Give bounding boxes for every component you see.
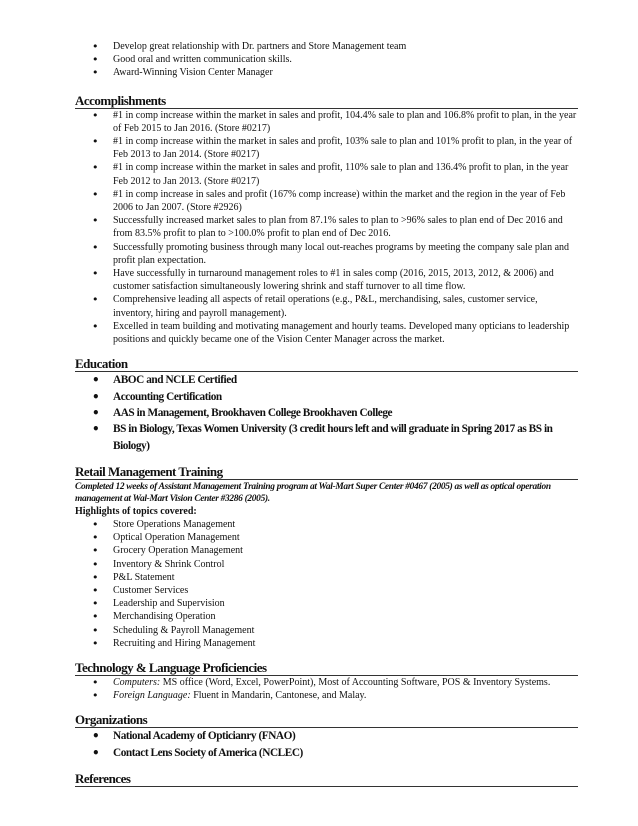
list-item: • Award-Winning Vision Center Manager	[75, 66, 578, 79]
technology-list	[75, 676, 578, 702]
top-bullet-list	[75, 40, 578, 80]
list-item: • BS in Biology, Texas Women University (3 credit hours left and will graduate in Spring 2017 as BS in Biology)	[75, 421, 578, 454]
list-item: • Optical Operation Management	[75, 531, 578, 544]
list-item: • #1 in comp increase within the market in sales and profit, 104.4% sale to plan and 106.8% profit to plan, in the year of Feb 2015 to Jan 2016. (Store #0217)	[75, 109, 578, 135]
list-item: • Scheduling & Payroll Management	[75, 624, 578, 637]
education-heading: Education	[75, 356, 578, 372]
list-item: • Good oral and written communication skills.	[75, 53, 578, 66]
list-item: • #1 in comp increase in sales and profit (167% comp increase) within the market and the region in the year of Feb 2006 to Jan 2007. (Store #2926)	[75, 188, 578, 214]
language-text: Fluent in Mandarin, Cantonese, and Malay.	[190, 690, 367, 702]
computers-label: Computers:	[113, 676, 161, 688]
list-item: • Successfully promoting business through many local out-reaches programs by meeting the company sale plan and profit plan expectation.	[75, 241, 578, 267]
list-item: • Customer Services	[75, 584, 578, 597]
list-item: • ABOC and NCLE Certified	[75, 372, 578, 388]
list-item: • P&L Statement	[75, 571, 578, 584]
list-item: • #1 in comp increase within the market in sales and profit, 110% sale to plan and 136.4% profit to plan, in the year Feb 2012 to Jan 2013. (Store #0217)	[75, 161, 578, 187]
list-item: • #1 in comp increase within the market in sales and profit, 103% sale to plan and 101% profit to plan, in the year of Feb 2013 to Jan 2014. (Store #0217)	[75, 135, 578, 161]
list-item	[75, 689, 578, 702]
organizations-list	[75, 728, 578, 761]
education-list	[75, 372, 578, 454]
list-item: • AAS in Management, Brookhaven College Brookhaven College	[75, 405, 578, 421]
technology-heading: Technology & Language Proficiencies	[75, 660, 578, 676]
list-item	[75, 676, 578, 689]
list-item: • Excelled in team building and motivating management and hourly teams. Developed many opticians to leadership positions and quickly became one of the Vision Center Manager across the market.	[75, 320, 578, 346]
training-completed-text: Completed 12 weeks of Assistant Management Training program at Wal-Mart Super Center #0467 (2005) as well as optical operation management at Wal-Mart Vision Center #3286 (2005).	[75, 482, 551, 505]
organizations-heading: Organizations	[75, 712, 578, 728]
list-item: • Contact Lens Society of America (NCLEC)	[75, 745, 578, 761]
list-item: • Recruiting and Hiring Management	[75, 637, 578, 650]
list-item: • Have successfully in turnaround management roles to #1 in sales comp (2016, 2015, 2013, 2012, & 2006) and customer satisfaction simultaneously lowering shrink and staff turnover to all time flow.	[75, 267, 578, 293]
list-item: • Merchandising Operation	[75, 610, 578, 623]
list-item: • Accounting Certification	[75, 389, 578, 405]
list-item: • Inventory & Shrink Control	[75, 558, 578, 571]
accomplishments-heading: Accomplishments	[75, 93, 578, 109]
references-heading: References	[75, 771, 578, 787]
training-topics-list	[75, 518, 578, 650]
list-item: • Leadership and Supervision	[75, 597, 578, 610]
computers-text: MS office (Word, Excel, PowerPoint), Most of Accounting Software, POS & Inventory Systems.	[160, 676, 551, 688]
list-item: • Successfully increased market sales to plan from 87.1% sales to plan to >96% sales to plan end of Dec 2016 and from 83.5% profit to plan to >100.0% profit to plan end of Dec 2016.	[75, 214, 578, 240]
list-item: • Grocery Operation Management	[75, 544, 578, 557]
list-item: • Comprehensive leading all aspects of retail operations (e.g., P&L, merchandising, sales, customer service, inventory, hiring and payroll management).	[75, 293, 578, 319]
accomplishments-list	[75, 109, 578, 347]
retail-training-heading: Retail Management Training	[75, 464, 578, 480]
list-item: • National Academy of Opticianry (FNAO)	[75, 728, 578, 744]
highlights-label: Highlights of topics covered:	[75, 505, 197, 517]
list-item: • Develop great relationship with Dr. partners and Store Management team	[75, 40, 578, 53]
language-label: Foreign Language:	[113, 690, 191, 702]
list-item: • Store Operations Management	[75, 518, 578, 531]
